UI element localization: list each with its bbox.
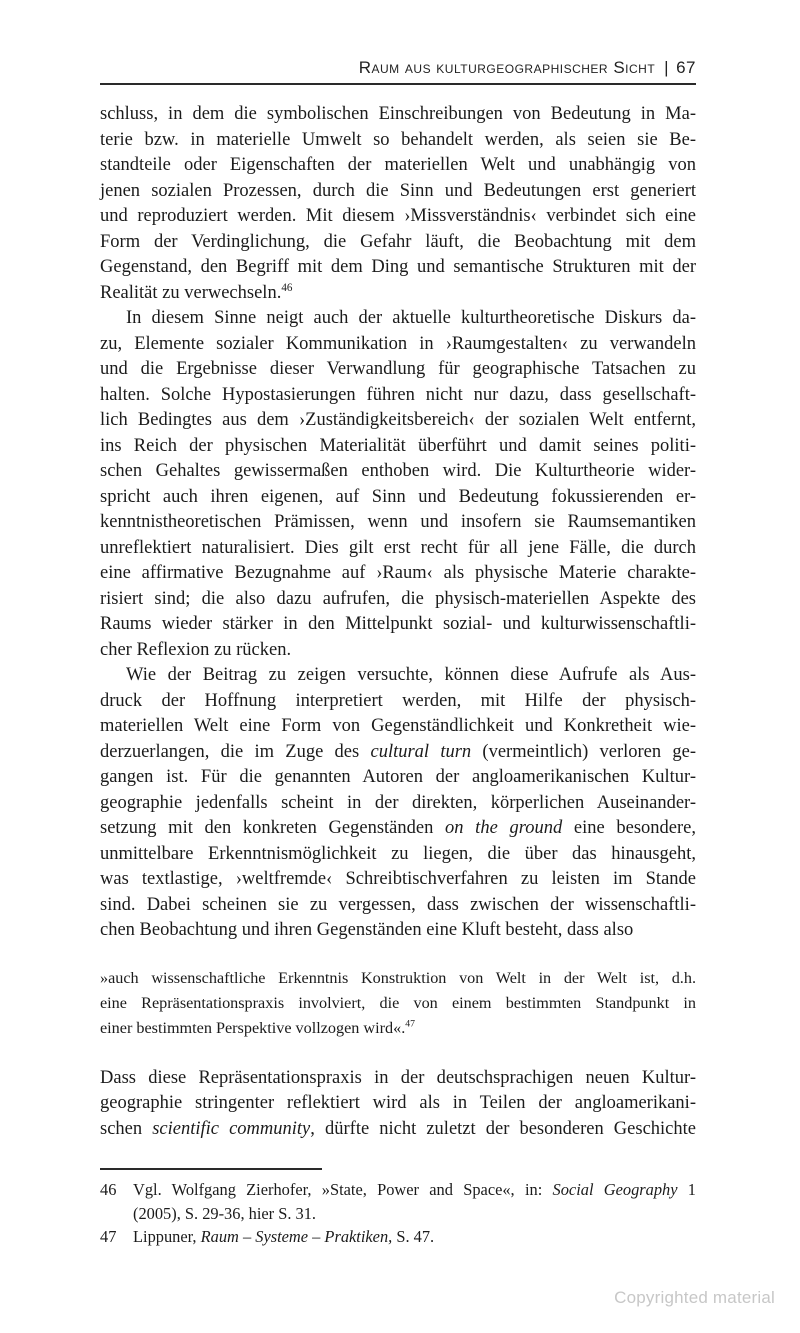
footnote-item [100, 1225, 696, 1249]
text-line: ins Reich der physischen Materialität überführt und damit seines politi- [100, 435, 696, 456]
text-line: sind. Dabei scheinen sie zu vergessen, dass zwischen der wissenschaftli- [100, 894, 696, 915]
text-line: unmittelbare Erkenntnismöglichkeit zu liegen, die über das hinausgeht, [100, 843, 696, 864]
text-line: Lippuner, Raum – Systeme – Praktiken, S. 47. [133, 1227, 435, 1246]
text-line: schen Gehaltes gewissermaßen enthoben wird. Die Kulturtheorie wider- [100, 461, 696, 481]
running-header [100, 57, 696, 85]
text-line: Raums wieder stärker in den Mittelpunkt sozial- und kulturwissenschaftli- [100, 614, 696, 634]
text-line: Dass diese Repräsentationspraxis in der deutschsprachigen neuen Kultur- [100, 1067, 696, 1088]
text-line: risiert sind; die also dazu aufrufen, die physisch-materiellen Aspekte des [100, 588, 696, 609]
running-header-separator: | [664, 58, 670, 77]
text-line: »auch wissenschaftliche Erkenntnis Konstruktion von Welt in der Welt ist, d.h. [100, 968, 696, 987]
footnotes-section [100, 1178, 696, 1249]
text-line: einer bestimmten Perspektive vollzogen wird«.$^{47}$ [100, 1018, 415, 1037]
text-line: Vgl. Wolfgang Zierhofer, »State, Power and Space«, in: Social Geography 1 [133, 1180, 697, 1199]
footnote-text [133, 1178, 696, 1225]
text-line: unreflektiert naturalisiert. Dies gilt erst recht für all jene Fälle, die durch [100, 537, 696, 558]
text-line: cher Reflexion zu rücken. [100, 639, 292, 660]
text-line: schluss, in dem die symbolischen Einschreibungen von Bedeutung in Ma- [100, 104, 696, 124]
text-line: und reproduziert werden. Mit diesem ›Missverständnis‹ verbindet sich eine [100, 206, 696, 226]
text-line: schen scientific community, dürfte nicht zuletzt der besonderen Geschichte [100, 1118, 696, 1139]
text-line: setzung mit den konkreten Gegenständen on the ground eine besondere, [100, 818, 696, 838]
running-header-title: Raum aus kulturgeographischer Sicht [358, 58, 656, 77]
text-line: (2005), S. 29-36, hier S. 31. [133, 1203, 317, 1223]
text-line: chen Beobachtung und ihren Gegenständen eine Kluft besteht, dass also [100, 920, 634, 940]
text-line: gangen ist. Für die genannten Autoren der angloamerikanischen Kultur- [100, 767, 696, 787]
text-line: halten. Solche Hypostasierungen führen nicht nur dazu, dass gesellschaft- [100, 384, 696, 405]
text-line: geographie stringenter reflektiert wird als in Teilen der angloamerikani- [100, 1093, 696, 1113]
footnote-text [133, 1225, 696, 1249]
text-line: geographie jedenfalls scheint in der direkten, körperlichen Auseinander- [100, 792, 696, 813]
page-content-column [100, 0, 696, 1249]
text-line: materiellen Welt eine Form von Gegenständlichkeit und Konkretheit wie- [100, 716, 696, 736]
text-line: In diesem Sinne neigt auch der aktuelle kulturtheoretische Diskurs da- [126, 308, 696, 328]
text-line: Wie der Beitrag zu zeigen versuchte, können diese Aufrufe als Aus- [126, 665, 696, 685]
text-line: derzuerlangen, die im Zuge des cultural turn (vermeintlich) verloren ge- [100, 741, 697, 762]
copyright-watermark: Copyrighted material [614, 1288, 775, 1307]
text-line: standteile oder Eigenschaften der materiellen Welt und unabhängig von [100, 155, 696, 175]
text-line: terie bzw. in materielle Umwelt so behandelt werden, als seien sie Be- [100, 129, 696, 150]
text-line: eine Repräsentationspraxis involviert, die von einem bestimmten Standpunkt in [100, 993, 696, 1012]
text-line: lich Bedingtes aus dem ›Zuständigkeitsbereich‹ der sozialen Welt entfernt, [100, 410, 696, 430]
text-line: zu, Elemente sozialer Kommunikation in ›Raumgestalten‹ zu verwandeln [100, 333, 696, 354]
footnote-separator-rule [100, 1168, 322, 1170]
text-line: und die Ergebnisse dieser Verwandlung für geographische Tatsachen zu [100, 359, 696, 379]
text-line: was textlastige, ›weltfremde‹ Schreibtischverfahren zu leisten im Stande [100, 869, 696, 889]
text-line: Realität zu verwechseln.$^{46}$ [100, 281, 293, 303]
footnote-number: 46 [100, 1180, 117, 1199]
footnote-number: 47 [100, 1227, 117, 1246]
body-text [100, 102, 696, 944]
text-line: kenntnistheoretischen Prämissen, wenn und insofern sie Raumsemantiken [100, 512, 696, 532]
text-line: druck der Hoffnung interpretiert werden, mit Hilfe der physisch- [100, 690, 696, 711]
text-line: Form der Verdinglichung, die Gefahr läuft, die Beobachtung mit dem [100, 231, 696, 252]
page-number: 67 [676, 58, 696, 77]
body-text-after-quote [100, 1066, 696, 1143]
text-line: spricht auch ihren eigenen, auf Sinn und Bedeutung fokussierenden er- [100, 486, 696, 507]
text-line: jenen sozialen Prozessen, durch die Sinn und Bedeutungen erst generiert [100, 180, 696, 201]
text-line: Gegenstand, den Begriff mit dem Ding und semantische Strukturen mit der [100, 257, 696, 277]
text-line: eine affirmative Bezugnahme auf ›Raum‹ als physische Materie charakte- [100, 563, 696, 583]
footnote-item [100, 1178, 696, 1225]
block-quote [100, 966, 696, 1041]
